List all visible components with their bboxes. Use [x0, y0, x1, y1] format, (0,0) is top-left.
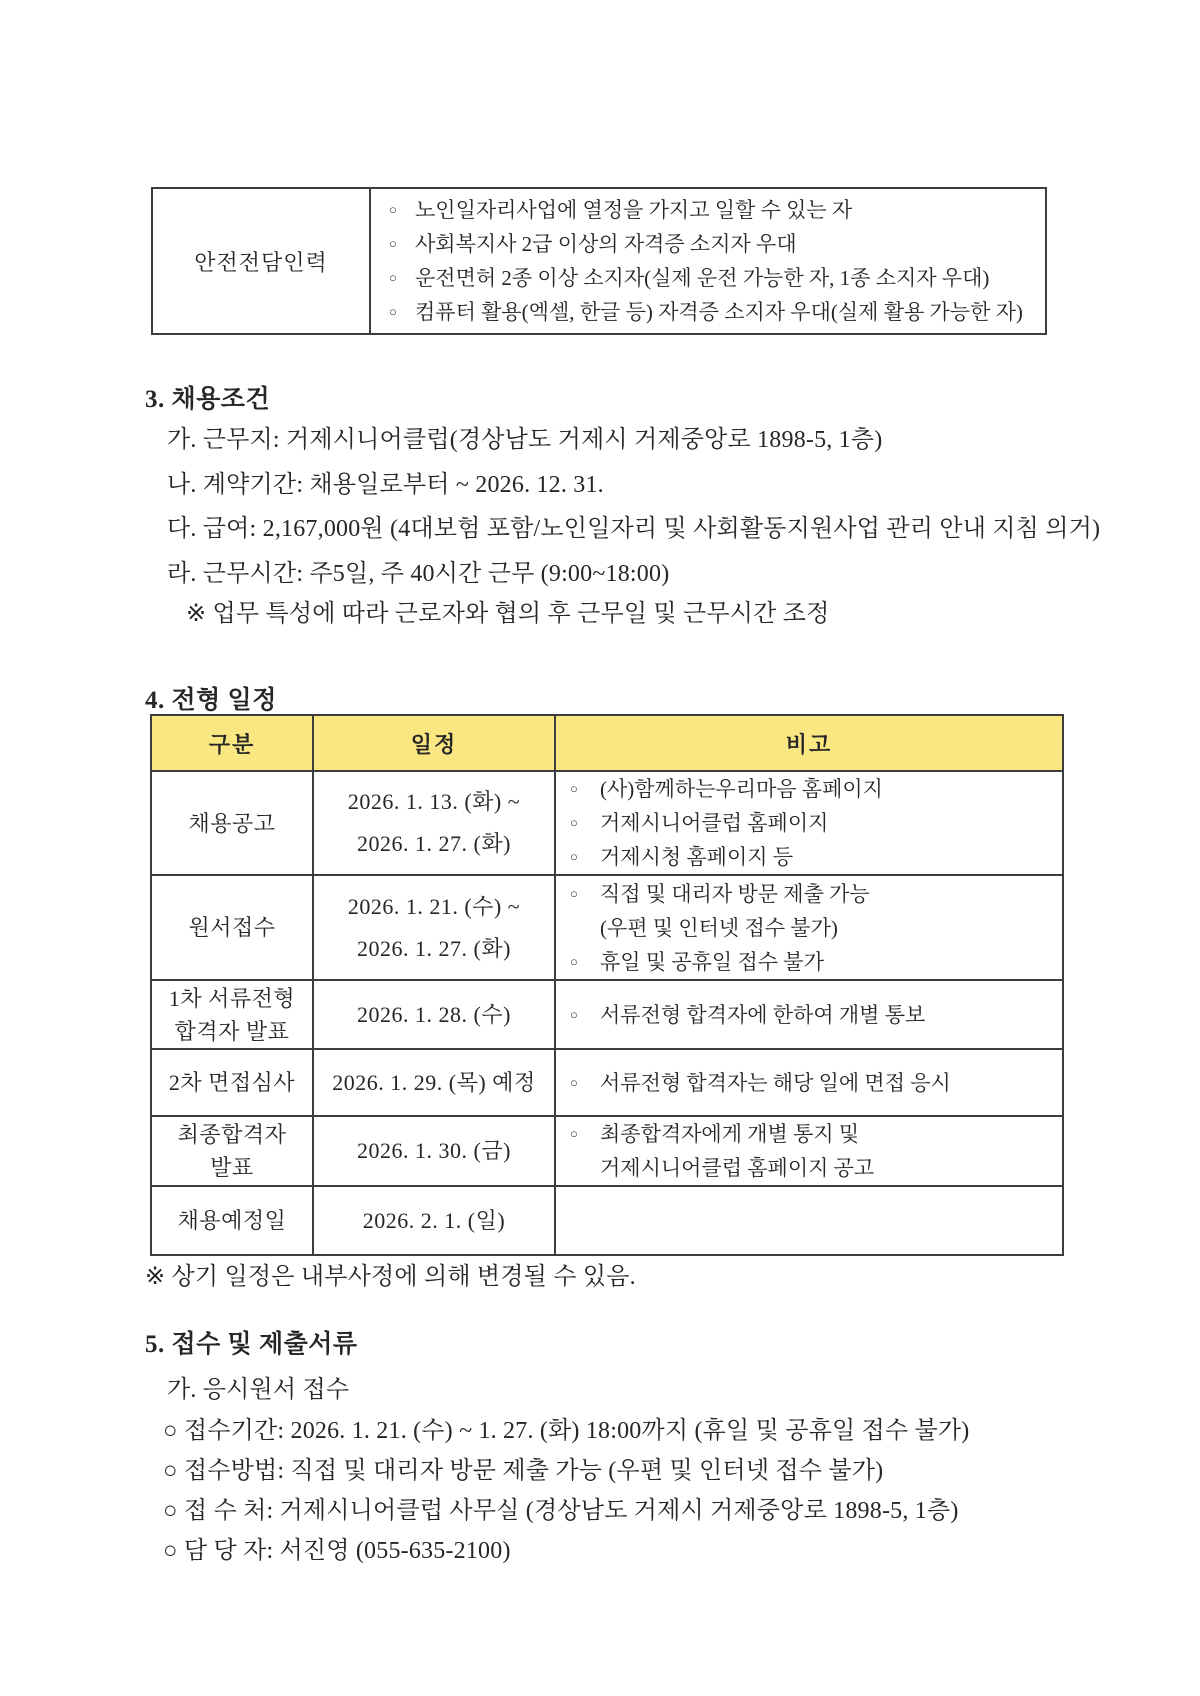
- schedule-table-body: [151, 771, 1063, 1255]
- circle-bullet-icon: ○: [570, 1126, 578, 1141]
- schedule-remark-line: [568, 840, 1062, 874]
- schedule-date-line: 2026. 1. 21. (수) ~: [347, 893, 521, 919]
- schedule-remarks-cell: [555, 1186, 1063, 1255]
- qualification-item: [387, 193, 1045, 227]
- schedule-category-line: 합격자 발표: [174, 1018, 290, 1044]
- schedule-remark-text: 서류전형 합격자는 해당 일에 면접 응시: [600, 1070, 951, 1095]
- section5-heading: 5. 접수 및 제출서류: [145, 1331, 358, 1358]
- schedule-remark-text: (사)함께하는우리마음 홈페이지: [600, 777, 883, 801]
- schedule-remark-line: [568, 998, 1062, 1032]
- qualification-item-text: 컴퓨터 활용(엑셀, 한글 등) 자격증 소지자 우대(실제 활용 가능한 자): [415, 300, 1023, 324]
- circle-bullet-icon: ○: [570, 1006, 578, 1022]
- schedule-remark-line: [568, 1151, 1062, 1185]
- schedule-date-line: 2026. 1. 28. (수): [357, 1001, 511, 1027]
- schedule-category-line: 채용예정일: [177, 1208, 287, 1233]
- schedule-table-row: [151, 980, 1063, 1049]
- section3-item-working-hours: 라. 근무시간: 주5일, 주 40시간 근무 (9:00~18:00): [167, 561, 670, 587]
- schedule-remark-text: 휴일 및 공휴일 접수 불가: [600, 949, 824, 974]
- schedule-header-category: 구분: [151, 715, 313, 771]
- schedule-date-line: 2026. 2. 1. (일): [362, 1207, 506, 1233]
- schedule-date-cell: [313, 1049, 555, 1116]
- schedule-table-row: [151, 875, 1063, 980]
- qualification-item-text: 운전면허 2종 이상 소지자(실제 운전 가능한 자, 1종 소지자 우대): [415, 266, 990, 290]
- circle-bullet-icon: ○: [570, 885, 578, 901]
- qualification-item: [387, 295, 1045, 329]
- circle-bullet-icon: ○: [389, 202, 397, 217]
- schedule-category-line: 채용공고: [188, 810, 276, 836]
- schedule-remarks-cell: [555, 1049, 1063, 1116]
- schedule-category-line: 1차 서류전형: [168, 985, 296, 1011]
- qualification-items: [371, 189, 1045, 333]
- schedule-header-date: 일정: [313, 715, 555, 771]
- circle-bullet-icon: ○: [570, 849, 578, 864]
- schedule-category-line: 발표: [210, 1155, 254, 1180]
- qualification-item-text: 사회복지사 2급 이상의 자격증 소지자 우대: [415, 232, 797, 256]
- schedule-date-cell: [313, 1186, 555, 1255]
- schedule-remark-line: [568, 1117, 1062, 1151]
- schedule-remark-text: 서류전형 합격자에 한하여 개별 통보: [600, 1002, 926, 1027]
- schedule-table-row: [151, 1049, 1063, 1116]
- schedule-category-cell: [151, 875, 313, 980]
- qualification-item-text: 노인일자리사업에 열정을 가지고 일할 수 있는 자: [415, 198, 853, 222]
- schedule-remarks-cell: [555, 1116, 1063, 1186]
- qualification-table: [151, 187, 1047, 335]
- schedule-remarks-cell: [555, 875, 1063, 980]
- schedule-date-line: 2026. 1. 27. (화): [357, 935, 511, 961]
- qualification-item: [387, 227, 1045, 261]
- section3-item-workplace: 가. 근무지: 거제시니어클럽(경상남도 거제시 거제중앙로 1898-5, 1층): [167, 427, 883, 453]
- schedule-table: [150, 714, 1064, 1256]
- schedule-remarks-cell: [555, 771, 1063, 875]
- circle-bullet-icon: ○: [570, 1074, 578, 1090]
- section5-item-method: ○ 접수방법: 직접 및 대리자 방문 제출 가능 (우편 및 인터넷 접수 불가): [163, 1458, 884, 1484]
- circle-bullet-icon: ○: [389, 270, 397, 285]
- schedule-date-line: 2026. 1. 30. (금): [357, 1138, 511, 1163]
- section3-heading: 3. 채용조건: [145, 386, 271, 413]
- schedule-remark-text: 거제시니어클럽 홈페이지 공고: [600, 1156, 875, 1180]
- schedule-table-header-row: [151, 715, 1063, 771]
- schedule-remark-line: [568, 945, 1062, 979]
- schedule-remark-text: 직접 및 대리자 방문 제출 가능: [600, 881, 870, 906]
- schedule-category-line: 원서접수: [188, 915, 276, 940]
- circle-bullet-icon: ○: [389, 236, 397, 251]
- schedule-date-cell: [313, 875, 555, 980]
- circle-bullet-icon: ○: [570, 781, 578, 796]
- section4-note: ※ 상기 일정은 내부사정에 의해 변경될 수 있음.: [145, 1264, 636, 1290]
- section3-item-contract-period: 나. 계약기간: 채용일로부터 ~ 2026. 12. 31.: [167, 472, 604, 498]
- schedule-remark-text: 최종합격자에게 개별 통지 및: [600, 1122, 860, 1146]
- section4-heading: 4. 전형 일정: [145, 687, 277, 714]
- circle-bullet-icon: ○: [570, 815, 578, 830]
- schedule-date-line: 2026. 1. 13. (화) ~: [347, 789, 521, 814]
- schedule-remark-line: [568, 877, 1062, 911]
- schedule-category-cell: [151, 1116, 313, 1186]
- schedule-table-row: [151, 1116, 1063, 1186]
- section5-subtitle: 가. 응시원서 접수: [167, 1377, 350, 1403]
- schedule-remark-text: 거제시니어클럽 홈페이지: [600, 811, 829, 835]
- schedule-remark-line: [568, 806, 1062, 840]
- schedule-header-remarks: 비고: [555, 715, 1063, 771]
- schedule-date-cell: [313, 771, 555, 875]
- qualification-item: [387, 261, 1045, 295]
- schedule-remark-line: [568, 1066, 1062, 1100]
- schedule-date-cell: [313, 1116, 555, 1186]
- schedule-table-row: [151, 771, 1063, 875]
- qualification-row-label: 안전전담인력: [153, 189, 371, 333]
- section5-item-place: ○ 접 수 처: 거제시니어클럽 사무실 (경상남도 거제시 거제중앙로 1898-5, 1층): [163, 1498, 959, 1524]
- schedule-category-cell: [151, 980, 313, 1049]
- schedule-date-line: 2026. 1. 27. (화): [357, 831, 511, 856]
- schedule-remarks-cell: [555, 980, 1063, 1049]
- section3-note: ※ 업무 특성에 따라 근로자와 협의 후 근무일 및 근무시간 조정: [186, 601, 830, 627]
- section3-item-salary: 다. 급여: 2,167,000원 (4대보험 포함/노인일자리 및 사회활동지원사업 관리 안내 지침 의거): [167, 516, 1101, 542]
- schedule-category-line: 최종합격자: [177, 1122, 287, 1147]
- circle-bullet-icon: ○: [570, 953, 578, 969]
- section5-item-contact: ○ 담 당 자: 서진영 (055-635-2100): [163, 1538, 511, 1564]
- schedule-remark-line: [568, 772, 1062, 806]
- schedule-remark-text: 거제시청 홈페이지 등: [600, 845, 794, 869]
- schedule-table-row: [151, 1186, 1063, 1255]
- schedule-category-cell: [151, 1186, 313, 1255]
- schedule-category-line: 2차 면접심사: [168, 1070, 296, 1095]
- section5-item-period: ○ 접수기간: 2026. 1. 21. (수) ~ 1. 27. (화) 18:00까지 (휴일 및 공휴일 접수 불가): [163, 1418, 970, 1444]
- schedule-category-cell: [151, 1049, 313, 1116]
- schedule-category-cell: [151, 771, 313, 875]
- schedule-date-line: 2026. 1. 29. (목) 예정: [332, 1069, 536, 1095]
- schedule-remark-line: [568, 911, 1062, 945]
- circle-bullet-icon: ○: [389, 304, 397, 319]
- schedule-date-cell: [313, 980, 555, 1049]
- schedule-remark-text: (우편 및 인터넷 접수 불가): [600, 915, 838, 940]
